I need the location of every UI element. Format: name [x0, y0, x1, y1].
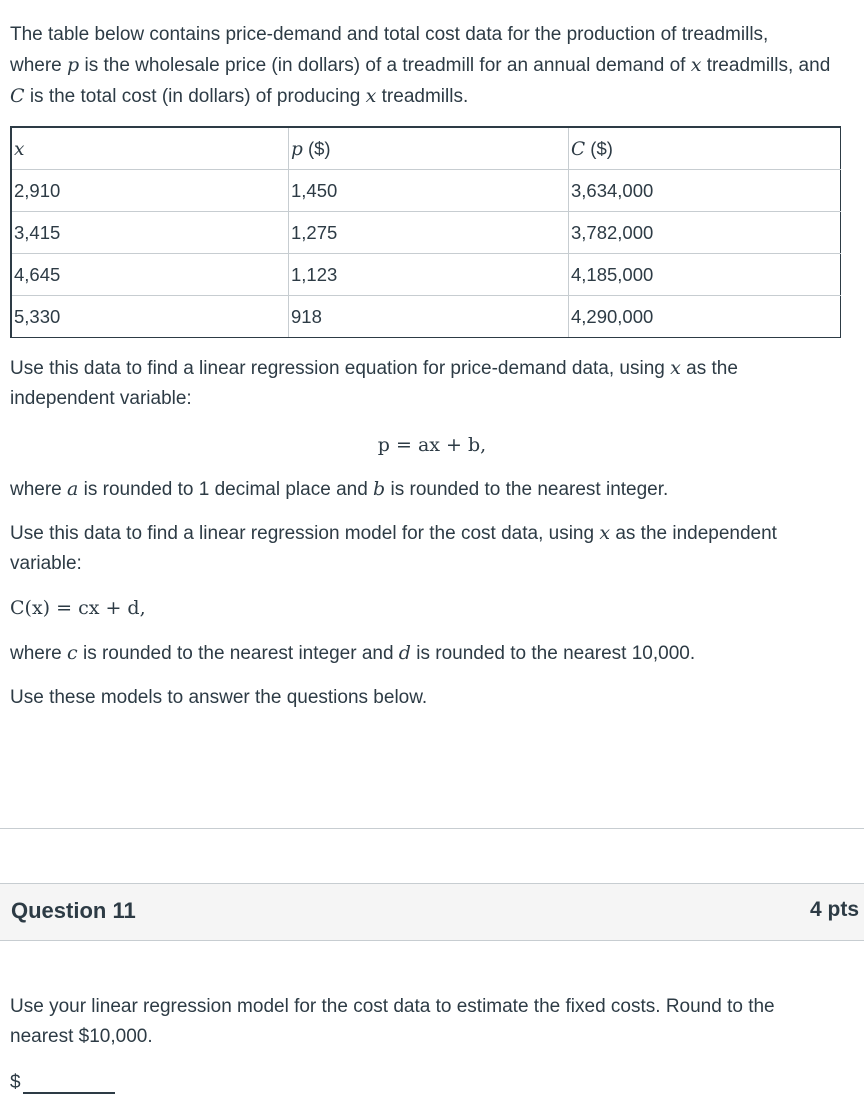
table-header-x: x — [11, 127, 289, 170]
table-cell: 1,275 — [289, 212, 569, 254]
table-row — [11, 296, 841, 338]
table-cell: 5,330 — [11, 296, 289, 338]
table-cell: 4,185,000 — [569, 254, 841, 296]
answer-row — [10, 1072, 115, 1094]
price-equation: p = ax + b, — [377, 434, 487, 456]
fixed-cost-answer-input[interactable] — [23, 1072, 115, 1094]
currency-symbol: $ — [10, 1072, 21, 1093]
table-cell: 4,290,000 — [569, 296, 841, 338]
table-cell: 3,415 — [11, 212, 289, 254]
table-cell: 4,645 — [11, 254, 289, 296]
table-cell: 1,123 — [289, 254, 569, 296]
table-cell: 2,910 — [11, 170, 289, 212]
cost-equation: C(x) = cx + d, — [10, 597, 146, 619]
table-cell: 1,450 — [289, 170, 569, 212]
cost-model-note: where c is rounded to the nearest integer and d is rounded to the nearest 10,000. — [10, 642, 696, 664]
price-model-paragraph: Use this data to find a linear regression equation for price-demand data, using x as the independent variable: — [10, 357, 738, 409]
intro-text: The table below contains price-demand and total cost data for the production of treadmills, — [10, 24, 769, 45]
question-header — [0, 883, 864, 941]
table-row — [11, 170, 841, 212]
table-cell: 918 — [289, 296, 569, 338]
var-x: x — [690, 54, 702, 76]
divider — [0, 828, 864, 829]
table-row — [11, 212, 841, 254]
table-cell: 3,634,000 — [569, 170, 841, 212]
intro-paragraph: The table below contains price-demand and total cost data for the production of treadmills, where p is the wholesale price (in dollars) of a treadmill for an annual demand of x treadmills, and C is the total cost (in dollars) of producing x treadmills. — [10, 24, 831, 107]
price-model-note: where a is rounded to 1 decimal place and b is rounded to the nearest integer. — [10, 478, 669, 500]
table-header-row — [11, 127, 841, 170]
question-points: 4 pts — [809, 898, 859, 921]
question-title: Question 11 — [11, 898, 136, 923]
table-row — [11, 254, 841, 296]
cost-model-paragraph: Use this data to find a linear regression model for the cost data, using x as the independent variable: — [10, 522, 777, 574]
table-header-C: C ($) — [569, 127, 841, 170]
var-p: p — [67, 54, 80, 76]
instruction-text: Use these models to answer the questions below. — [10, 687, 428, 708]
var-C: C — [10, 85, 25, 107]
price-cost-table — [10, 126, 841, 338]
question-text: Use your linear regression model for the cost data to estimate the fixed costs. Round to the nearest $10,000. — [10, 996, 775, 1047]
table-cell: 3,782,000 — [569, 212, 841, 254]
table-header-p: p ($) — [289, 127, 569, 170]
